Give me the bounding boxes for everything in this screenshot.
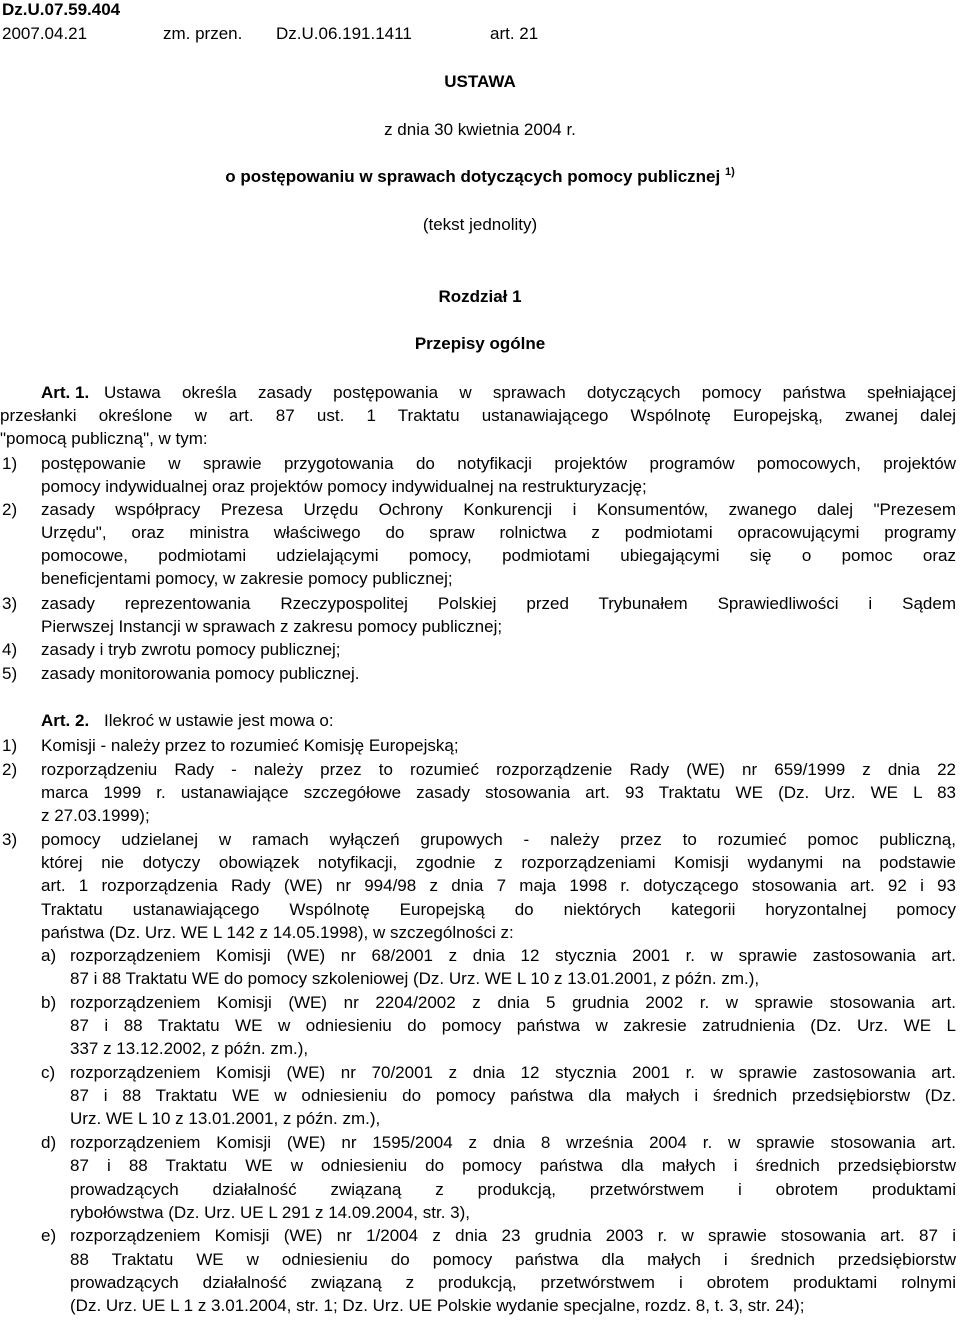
sub-item-letter: c) bbox=[41, 1063, 56, 1082]
list-item-text: zasady monitorowania pomocy publicznej. bbox=[41, 664, 360, 683]
list-item-text: zasady reprezentowania Rzeczypospolitej Polskiej przed Trybunałem Sprawiedliwości i Sądem bbox=[41, 594, 956, 613]
list-item-text: rozporządzeniu Rady - należy przez to rozumieć rozporządzenie Rady (WE) nr 659/1999 z dnia 22 bbox=[41, 760, 956, 779]
list-item-number: 1) bbox=[2, 454, 18, 473]
list-item-text: pomocowe, podmiotami udzielającymi pomocy, podmiotami ubiegającymi się o pomoc oraz bbox=[41, 546, 956, 565]
sub-item-text: 88 Traktatu WE w odniesieniu do pomocy państwa dla małych i średnich przedsiębiorstw bbox=[70, 1250, 956, 1269]
footnote-marker: 1) bbox=[724, 166, 735, 178]
sub-item-letter: b) bbox=[41, 993, 57, 1012]
amendment-date: 2007.04.21 bbox=[2, 24, 88, 43]
amendment-type: zm. przen. bbox=[163, 24, 243, 43]
list-item-text: art. 1 rozporządzenia Rady (WE) nr 994/98 z dnia 7 maja 1998 r. dotyczącego stosowania art. 92 i 93 bbox=[41, 876, 956, 895]
amended-article: art. 21 bbox=[490, 24, 539, 43]
sub-item-text: 87 i 88 Traktatu WE w odniesieniu do pomocy państwa dla małych i średnich przedsiębiorstw bbox=[70, 1156, 956, 1175]
list-item-number: 3) bbox=[2, 830, 18, 849]
list-item-text: postępowanie w sprawie przygotowania do notyfikacji projektów programów pomocowych, projektów bbox=[41, 454, 956, 473]
list-item-text: Traktatu ustanawiającego Wspólnotę Europejską do niektórych kategorii horyzontalnej pomocy bbox=[41, 900, 956, 919]
list-item-text: zasady i tryb zwrotu pomocy publicznej; bbox=[41, 640, 341, 659]
sub-item-letter: e) bbox=[41, 1226, 57, 1245]
chapter-number: Rozdział 1 bbox=[438, 287, 522, 306]
amended-reference: Dz.U.06.191.1411 bbox=[276, 24, 412, 43]
sub-item-letter: d) bbox=[41, 1133, 57, 1152]
article-2-intro: Ilekroć w ustawie jest mowa o: bbox=[104, 711, 334, 730]
list-item-text: Urzędu", oraz ministra właściwego do spraw rolnictwa z podmiotami opracowującymi programy bbox=[41, 523, 956, 542]
list-item-number: 2) bbox=[2, 760, 18, 779]
list-item-text: Komisji - należy przez to rozumieć Komisję Europejską; bbox=[41, 736, 459, 755]
article-1-line: Ustawa określa zasady postępowania w sprawach dotyczących pomocy państwa spełniającej bbox=[104, 383, 956, 402]
list-item-text: z 27.03.1999); bbox=[41, 806, 150, 825]
sub-item-text: 87 i 88 Traktatu WE w odniesieniu do pomocy państwa w zakresie zatrudnienia (Dz. Urz. WE L bbox=[70, 1016, 956, 1035]
sub-item-text: rybołówstwa (Dz. Urz. UE L 291 z 14.09.2004, str. 3), bbox=[70, 1203, 470, 1222]
sub-item-text: prowadzących działalność związaną z produkcją, przetwórstwem i obrotem produktami rolnymi bbox=[70, 1273, 956, 1292]
list-item-text: państwa (Dz. Urz. WE L 142 z 14.05.1998), w szczególności z: bbox=[41, 923, 514, 942]
sub-item-letter: a) bbox=[41, 946, 57, 965]
article-1-line: przesłanki określone w art. 87 ust. 1 Traktatu ustanawiającego Wspólnotę Europejską, zwanej dalej bbox=[0, 406, 956, 425]
article-1-line: "pomocą publiczną", w tym: bbox=[0, 429, 208, 448]
act-subject: o postępowaniu w sprawach dotyczących pomocy publicznej bbox=[225, 167, 721, 186]
act-type: USTAWA bbox=[444, 72, 516, 91]
list-item-text: beneficjentami pomocy, w zakresie pomocy publicznej; bbox=[41, 569, 453, 588]
chapter-title: Przepisy ogólne bbox=[414, 334, 546, 353]
list-item-text: zasady współpracy Prezesa Urzędu Ochrony Konkurencji i Konsumentów, zwanego dalej "Prezesem bbox=[41, 500, 956, 519]
sub-item-text: prowadzących działalność związaną z produkcją, przetwórstwem i obrotem produktami bbox=[70, 1180, 956, 1199]
sub-item-text: 87 i 88 Traktatu WE w odniesieniu do pomocy państwa dla małych i średnich przedsiębiorstw (Dz. bbox=[70, 1086, 956, 1105]
sub-item-text: rozporządzeniem Komisji (WE) nr 70/2001 z dnia 12 stycznia 2001 r. w sprawie zastosowania art. bbox=[70, 1063, 956, 1082]
sub-item-text: Urz. WE L 10 z 13.01.2001, z późn. zm.), bbox=[70, 1109, 381, 1128]
sub-item-text: 87 i 88 Traktatu WE do pomocy szkoleniowej (Dz. Urz. WE L 10 z 13.01.2001, z późn. zm.), bbox=[70, 969, 760, 988]
list-item-number: 3) bbox=[2, 594, 18, 613]
act-date: z dnia 30 kwietnia 2004 r. bbox=[384, 120, 576, 139]
list-item-number: 5) bbox=[2, 664, 18, 683]
sub-item-text: rozporządzeniem Komisji (WE) nr 2204/2002 z dnia 5 grudnia 2002 r. w sprawie stosowania art. bbox=[70, 993, 956, 1012]
list-item-number: 2) bbox=[2, 500, 18, 519]
article-2-label: Art. 2. bbox=[41, 711, 90, 730]
consolidated-text-note: (tekst jednolity) bbox=[422, 215, 538, 234]
list-item-text: pomocy udzielanej w ramach wyłączeń grupowych - należy przez to rozumieć pomoc publiczną, bbox=[41, 830, 956, 849]
list-item-text: marca 1999 r. ustanawiające szczegółowe zasady stosowania art. 93 Traktatu WE (Dz. Urz. WE L 83 bbox=[41, 783, 956, 802]
sub-item-text: (Dz. Urz. UE L 1 z 3.01.2004, str. 1; Dz. Urz. UE Polskie wydanie specjalne, rozdz. 8, t. 3, str. 24); bbox=[70, 1296, 805, 1315]
list-item-text: której nie dotyczy obowiązek notyfikacji, zgodnie z rozporządzeniami Komisji wydanymi na podstawie bbox=[41, 853, 956, 872]
list-item-text: Pierwszej Instancji w sprawach z zakresu pomocy publicznej; bbox=[41, 617, 503, 636]
journal-reference: Dz.U.07.59.404 bbox=[2, 0, 121, 19]
article-1-label: Art. 1. bbox=[41, 383, 90, 402]
list-item-number: 1) bbox=[2, 736, 18, 755]
sub-item-text: rozporządzeniem Komisji (WE) nr 1/2004 z dnia 23 grudnia 2003 r. w sprawie stosowania art. 87 i bbox=[70, 1226, 956, 1245]
list-item-text: pomocy indywidualnej oraz projektów pomocy indywidualnej na restrukturyzację; bbox=[41, 477, 647, 496]
sub-item-text: rozporządzeniem Komisji (WE) nr 1595/2004 z dnia 8 września 2004 r. w sprawie stosowania art. bbox=[70, 1133, 956, 1152]
act-subject-line bbox=[0, 167, 960, 187]
sub-item-text: rozporządzeniem Komisji (WE) nr 68/2001 z dnia 12 stycznia 2001 r. w sprawie zastosowania art. bbox=[70, 946, 956, 965]
list-item-number: 4) bbox=[2, 640, 18, 659]
sub-item-text: 337 z 13.12.2002, z późn. zm.), bbox=[70, 1039, 309, 1058]
